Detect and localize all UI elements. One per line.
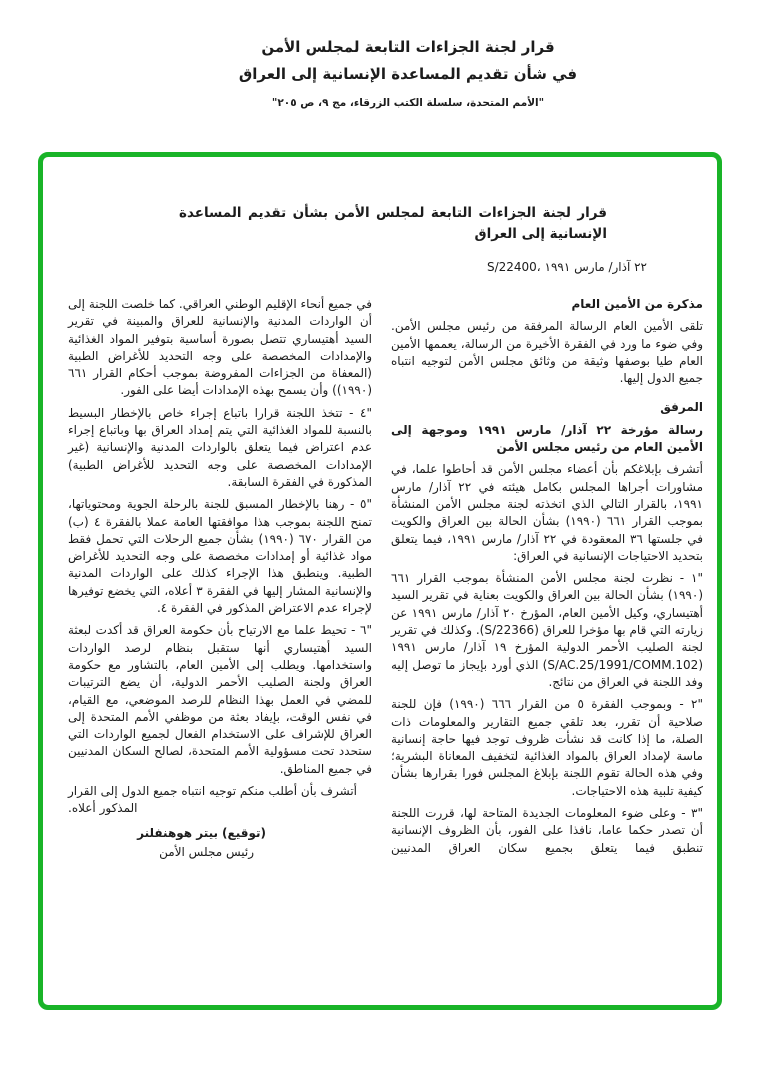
- document-columns: [68, 296, 703, 862]
- document-reference: S/22400، ٢٢ آذار/ مارس ١٩٩١: [486, 260, 647, 274]
- signature-line: [68, 825, 266, 842]
- memo-heading: مذكرة من الأمين العام: [571, 297, 703, 311]
- right-column: [391, 296, 703, 862]
- header-title-line2: في شأن تقديم المساعدة الإنسانية إلى العراق: [238, 65, 578, 83]
- signature-label: (توقيع): [222, 825, 266, 840]
- annex-paragraph-1: "١ - نظرت لجنة مجلس الأمن المنشأة بموجب القرار ٦٦١ (١٩٩٠) بشأن الحالة بين العراق والكويت بعناية في تقرير السيد أهتيساري، وكيل الأمين العام، المؤرخ ٢٠ آذار/ مارس ١٩٩١ عن زيارته التي قام بها مؤخرا للعراق (S/22366). وكذلك في تقرير لجنة الصليب الأحمر الدولية المؤرخ ١٩ آذار/ مارس ١٩٩١ (S/AC.25/1991/COMM.102) الذي أورد بإيجاز ما توصل إليه وفد اللجنة في العراق من نتائج.: [391, 571, 704, 689]
- memo-body: تلقى الأمين العام الرسالة المرفقة من رئيس مجلس الأمن. وفي ضوء ما ورد في الفقرة الأخيرة من الرسالة، يعممها الأمين العام طيا بوصفها وثيقة من وثائق مجلس الأمن لتوجيه انتباه جميع الدول إليها.: [391, 319, 703, 386]
- header-title-line1: قرار لجنة الجزاءات التابعة لمجلس الأمن: [261, 38, 555, 56]
- signature-block: [68, 825, 266, 861]
- page-header: [128, 0, 688, 109]
- annex-heading: المرفق: [660, 400, 703, 415]
- annex-paragraph-2: "٢ - وبموجب الفقرة ٥ من القرار ٦٦٦ (١٩٩٠) فإن للجنة صلاحية أن تقرر، بعد تلقي جميع التقارير والمعلومات ذات الصلة، ما إذا كانت قد نشأت ظروف توجد فيها حاجة إنسانية ماسة لإمداد العراق بالمواد الغذائية لتخفيف المعاناة البشرية؛ وفي هذه الحالة تقوم اللجنة بإبلاغ المجلس فورا بقرارها بشأن كيفية تلبية هذه الاحتياجات.: [391, 697, 704, 798]
- annex-intro-paragraph: أتشرف بإبلاغكم بأن أعضاء مجلس الأمن قد أحاطوا علما، في مشاورات أجراها المجلس بكامل هيئته في ٢٢ آذار/ مارس ١٩٩١، بالقرار التالي الذي اتخذته لجنة مجلس الأمن المنشأة بموجب القرار ٦٦١ (١٩٩٠) بشأن الحالة بين العراق والكويت في جلستها ٣٦ المعقودة في ٢٢ آذار/ مارس ١٩٩١، فيما يتعلق بتحديد الاحتياجات الإنسانية في العراق:: [391, 462, 703, 563]
- annex-paragraph-3: "٣ - وعلى ضوء المعلومات الجديدة المتاحة لها، قررت اللجنة أن تصدر حكما عاما، نافذا على الفور، بأن الظروف الإنسانية تنطبق فيما يتعلق بجميع سكان العراق المدنيين: [391, 806, 703, 855]
- signatory-title: رئيس مجلس الأمن: [159, 844, 254, 859]
- header-source-note: "الأمم المتحدة، سلسلة الكتب الزرقاء، مج ٩، ص ٢٠٥": [271, 97, 545, 109]
- signatory-name: بيتر هوهنفلنر: [137, 825, 219, 840]
- annex-paragraph-5: "٥ - رهنا بالإخطار المسبق للجنة بالرحلة الجوية ومحتوياتها، تمنح اللجنة بموجب هذا موافقتها العامة عملا بالفقرة ٤ (ب) من القرار ٦٧٠ (١٩٩٠) بشأن جميع الرحلات التي تحمل فقط مواد غذائية أو إمدادات مخصصة على وجه التحديد للأغراض الطبية. وينطبق هذا الإجراء كذلك على الواردات المدنية والإنسانية المشار إليها في الفقرة ٣ أعلاه، التي يخضع توفيرها لإجراء عدم الاعتراض المذكور في الفقرة ٤.: [68, 497, 372, 616]
- left-column: [68, 296, 372, 861]
- annex-subheading: رسالة مؤرخة ٢٢ آذار/ مارس ١٩٩١ وموجهة إلى الأمين العام من رئيس مجلس الأمن: [391, 422, 704, 455]
- document-frame: [38, 152, 722, 1010]
- document-title: قرار لجنة الجزاءات التابعة لمجلس الأمن بشأن تقديم المساعدة الإنسانية إلى العراق: [179, 205, 607, 242]
- annex-paragraph-4: "٤ - تتخذ اللجنة قرارا باتباع إجراء خاص بالإخطار البسيط بالنسبة للمواد الغذائية التي يتم إمداد العراق بها وباتباع إجراء عدم اعتراض فيما يتعلق بالواردات المدنية والإنسانية (غير الإمدادات المخصصة على وجه التحديد للأغراض الطبية) المذكورة في الفقرة السابقة.: [68, 405, 372, 489]
- closing-paragraph: أتشرف بأن أطلب منكم توجيه انتباه جميع الدول إلى القرار المذكور أعلاه.: [68, 784, 357, 816]
- annex-paragraph-6: "٦ - تحيط علما مع الارتياح بأن حكومة العراق قد أكدت لبعثة السيد أهتيساري أنها ستقبل بنظام لرصد الواردات واستخدامها. ويطلب إلى الأمين العام، بالتشاور مع حكومة العراق ولجنة الصليب الأحمر الدولية، أن يضع الترتيبات للمضي في العمل بهذا النظام للرصد الموضعي، مع القيام، في نفس الوقت، بإيفاد بعثة من موظفي الأمم المتحدة إلى العراق للإشراف على الاستخدام الفعال لجميع الواردات التي ستحدد تحت مسؤولية الأمم المتحدة، لصالح السكان المدنيين في جميع المناطق.: [68, 623, 372, 776]
- annex-paragraph-3-continuation: في جميع أنحاء الإقليم الوطني العراقي. كما خلصت اللجنة إلى أن الواردات المدنية والإنسانية للعراق والمبينة في تقرير السيد أهتيساري تتصل بصورة أساسية بتوفير المواد الغذائية والإمدادات المخصصة على وجه التحديد للأغراض الطبية (المعفاة من الجزاءات المفروضة بموجب أحكام القرار ٦٦١ (١٩٩٠)) وأن يسمح بهذه الإمدادات أيضا على الفور.: [68, 297, 372, 398]
